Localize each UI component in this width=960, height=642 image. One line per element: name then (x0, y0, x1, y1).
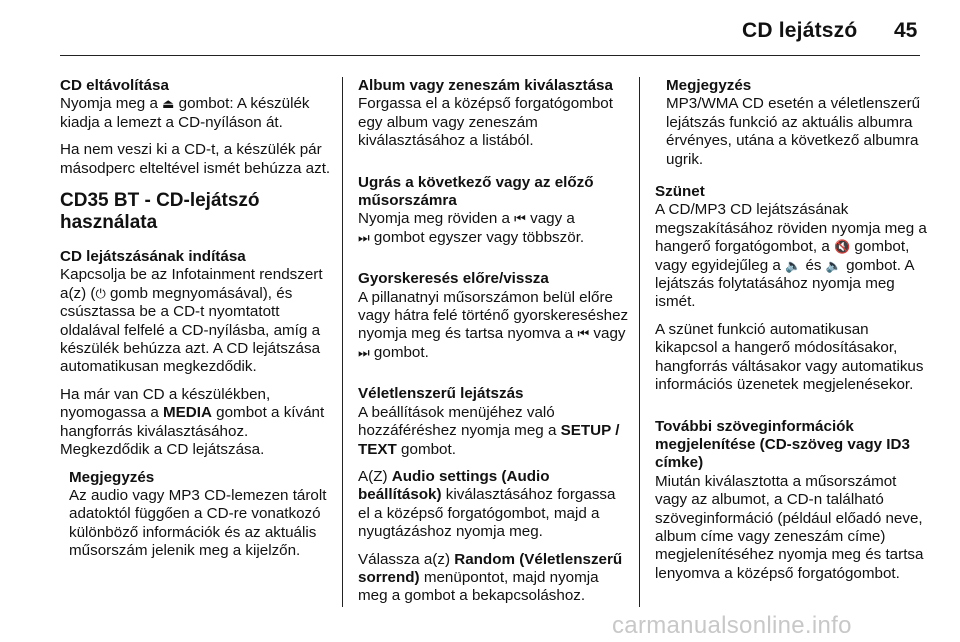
fast-forward-icon: ⏭ (358, 344, 370, 360)
paragraph-pause-2: A szünet funkció automatikusan kikapcsol a hangerő módosításakor, hangforrás váltásakor vagy automatikus információs üzenetek megjelenésekor. (655, 320, 924, 394)
heading-album-select: Album vagy zeneszám kiválasztása (358, 77, 613, 94)
note-box-2 (655, 77, 927, 169)
heading-fast-search: Gyorskeresés előre/vissza (358, 270, 549, 288)
section-title: CD35 BT - CD-lejátszó használata (60, 190, 260, 234)
heading-text-info: További szöveginformációk megjelenítése (CD-szöveg vagy ID3 címke) (655, 417, 910, 472)
mute-icon: 🔇 (834, 239, 851, 255)
audio-settings-label: Audio settings (Audio beállítások) (358, 467, 550, 504)
paragraph-random-2: A(Z) Audio settings (Audio beállítások) kiválasztásához forgassa el a középső forgatógombot, majd a nyugtázáshoz nyomja meg. (358, 467, 616, 541)
media-key-label: MEDIA (163, 404, 212, 422)
column-divider-1 (342, 77, 343, 607)
column-2 (358, 77, 630, 615)
random-menu-label: Random (Véletlenszerű sorrend) (358, 550, 623, 586)
paragraph-random-1: A beállítások menüjéhez való hozzáféréshez nyomja meg a SETUP / TEXT gombot. (358, 403, 620, 458)
heading-cd-start: CD lejátszásának indítása (60, 248, 246, 266)
paragraph-pause-1: A CD/MP3 CD lejátszásának megszakításához röviden nyomja meg a hangerő forgatógombot, a 🔇 gombot, vagy egyidejűleg a 🔈 és 🔈 gombot. A lejátszás folytatásához nyomja meg ismét. (655, 201, 927, 311)
note-title: Megjegyzés (69, 468, 155, 486)
paragraph-fast-search: A pillanatnyi műsorszámon belül előre vagy hátra felé történő gyorskereséshez nyomja meg és tartsa nyomva a ⏮ vagy ⏭ gombot. (358, 288, 629, 361)
next-track-icon: ⏭ (358, 229, 370, 245)
paragraph-remove-1: Nyomja meg a ⏏ gombot: A készülék kiadja a lemezt a CD-nyíláson át. (60, 95, 310, 131)
note-text: Az audio vagy MP3 CD-lemezen tárolt adatoktól függően a CD-re vonatkozó különböző információk és az aktuális műsorszám jelenik meg a kijelzőn. (69, 486, 327, 560)
note-text: MP3/WMA CD esetén a véletlenszerű lejátszás funkció az aktuális albumra érvényes, utána a következő albumra ugrik. (666, 95, 921, 168)
column-1 (60, 77, 332, 561)
paragraph-text-info: Miután kiválasztotta a műsorszámot vagy az albumot, a CD-n található szöveginformáció (például előadó neve, album címe vagy zeneszám címe) megjelenítéséhez nyomja meg és tartsa lenyomva a középső forgatógombot. (655, 472, 924, 582)
setup-text-key-label: SETUP / TEXT (358, 422, 620, 458)
note-box-1 (60, 469, 332, 561)
column-3 (655, 77, 927, 592)
paragraph-random-3: Válassza a(z) Random (Véletlenszerű sorrend) menüpontot, majd nyomja meg a gombot a bekapcsoláshoz. (358, 550, 623, 605)
volume-down-icon: 🔈 (825, 257, 842, 273)
page-number: 45 (894, 19, 918, 42)
paragraph-album: Forgassa el a középső forgatógombot egy album vagy zeneszám kiválasztásához a listából. (358, 95, 613, 150)
rewind-icon: ⏮ (577, 326, 590, 342)
header-rule (60, 55, 920, 56)
paragraph-start-1: Kapcsolja be az Infotainment rendszert a(z) (⏻ gomb megnyomásával), és csúsztassa be a CD-t nyomtatott oldalával felfelé a CD-nyílásba, amíg a készülék behúzza azt. A CD lejátszása automatikusan megkezdődik. (60, 266, 323, 376)
note-title: Megjegyzés (666, 77, 752, 94)
volume-up-icon: 🔈 (785, 257, 802, 273)
page-header-title: CD lejátszó (742, 19, 858, 42)
eject-icon: ⏏ (162, 96, 175, 112)
paragraph-remove-2: Ha nem veszi ki a CD-t, a készülék pár másodperc elteltével ismét behúzza azt. (60, 141, 331, 177)
previous-track-icon: ⏮ (514, 211, 526, 227)
power-icon: ⏻ (95, 285, 106, 301)
heading-random: Véletlenszerű lejátszás (358, 385, 524, 403)
column-divider-2 (639, 77, 640, 607)
heading-skip: Ugrás a következő vagy az előző műsorszámra (358, 173, 594, 210)
watermark: carmanualsonline.info (612, 612, 852, 639)
heading-cd-remove: CD eltávolítása (60, 77, 169, 94)
paragraph-start-2: Ha már van CD a készülékben, nyomogassa a MEDIA gombot a kívánt hangforrás kiválasztásához. Megkezdődik a CD lejátszása. (60, 385, 325, 459)
heading-pause: Szünet (655, 183, 705, 201)
paragraph-skip: Nyomja meg röviden a ⏮ vagy a ⏭ gombot egyszer vagy többször. (358, 210, 585, 246)
